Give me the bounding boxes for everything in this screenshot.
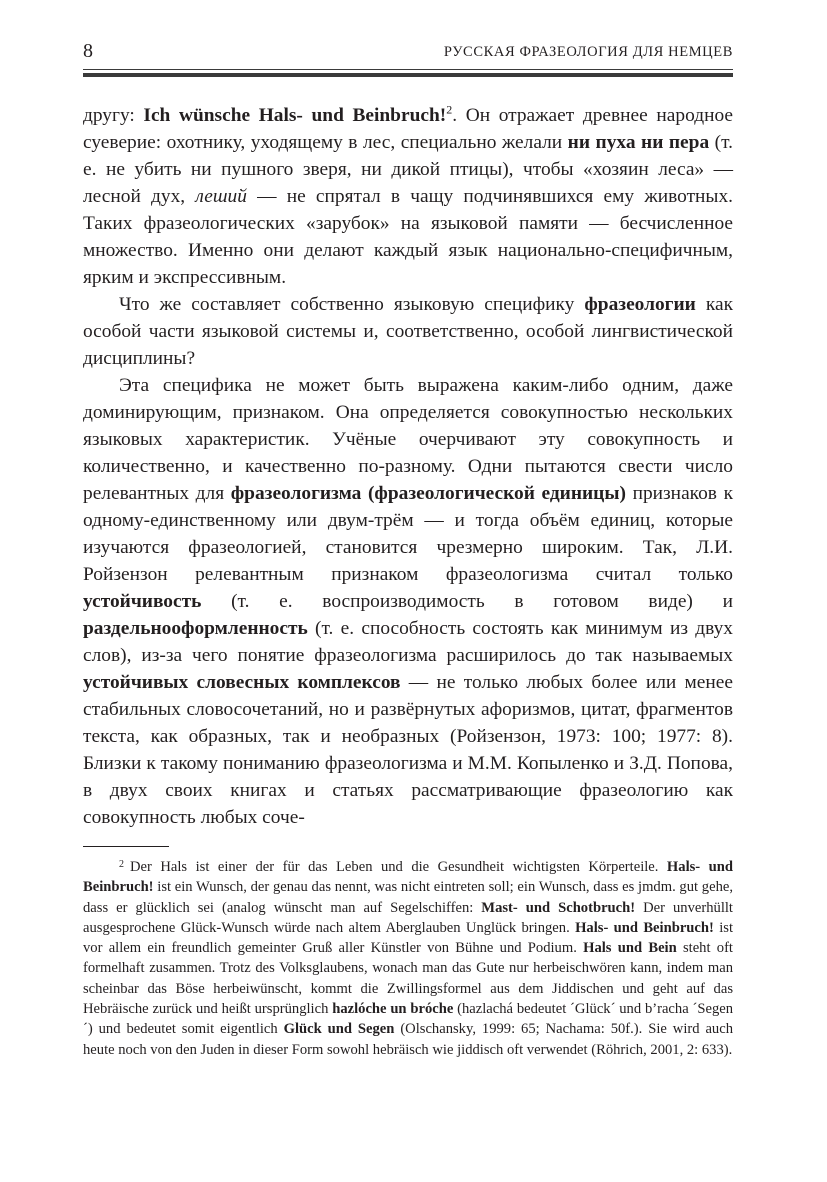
running-title: РУССКАЯ ФРАЗЕОЛОГИЯ ДЛЯ НЕМЦЕВ xyxy=(443,44,733,60)
bold-phrase: Hals- und Beinbruch! xyxy=(83,859,733,896)
paragraph-2: Что же составляет собственно языковую специфику фразеологии как особой части языковой системы и, соответственно, особой лингвистической дисциплины? xyxy=(83,294,733,369)
header-rule-thick xyxy=(83,73,733,77)
footnote-separator xyxy=(83,846,169,847)
bold-phrase: Hals- und Beinbruch! xyxy=(575,919,714,936)
main-text xyxy=(83,102,733,831)
page-number: 8 xyxy=(83,40,93,62)
footnote-text: $^2$ Der Hals ist einer der für das Leben und die Gesundheit wichtigsten Körperteile. Hals- und Beinbruch! ist ein Wunsch, der genau das nennt, was nicht eintreten soll; ein Wunsch, dass es jmdm. gut gehe, dass er glücklich sei (analog wünscht man auf Segelschiffen: Mast- und Schotbruch! Der unverhüllt ausgesprochene Glück-Wunsch würde nach altem Aberglauben Unglück bringen. Hals- und Beinbruch! ist vor allem ein freundlich gemeinter Gruß aller Künstler von Bühne und Podium. Hals und Bein steht oft formelhaft zusammen. Trotz des Volksglaubens, wonach man das Gute nur herbeischwören kann, indem man scheinbar das Böse herbeiwünscht, kommt die Zwillingsformel aus dem Jiddischen und geht auf das Hebräische zurück und heißt ursprünglich hazlóche un bróche (hazlachá bedeutet ´Glück´ und b’racha ´Segen´) und bedeutet somit eigentlich Glück und Segen (Olschansky, 1999: 65; Nachama: 50f.). Sie wird auch heute noch von den Juden in dieser Form sowohl hebräisch wie jiddisch oft verwendet (Röhrich, 2001, 2: 633). xyxy=(83,859,734,1058)
bold-phrase: Glück und Segen xyxy=(283,1021,395,1038)
bold-phrase: hazlóche un bróche xyxy=(332,1001,454,1018)
bold-phrase: Mast- und Schotbruch! xyxy=(481,899,636,916)
header-rule-thin xyxy=(83,69,733,70)
paragraph-3: Эта специфика не может быть выражена каким-либо одним, даже доминирующим, признаком. Она определяется совокупностью нескольких языковых характеристик. Учёные очерчивают эту совокупность и количественно, и качественно по-разному. Одни пытаются свести число релевантных для фразеологизма (фразеологической единицы) признаков к одному-единственному или двум-трём — и тогда объём единиц, которые изучаются фразеологией, становится чрезмерно широким. Так, Л.И. Ройзензон релевантным признаком фразеологизма считал только устойчивость (т. е. воспроизводимость в готовом виде) и раздельнооформленность (т. е. способность состоять как минимум из двух слов), из-за чего понятие фразеологизма расширилось до так называемых устойчивых словесных комплексов — не только любых более или менее стабильных словосочетаний, но и развёрнутых афоризмов, цитат, фрагментов текста, как образных, так и необразных (Ройзензон, 1973: 100; 1977: 8). Близки к такому пониманию фразеологизма и М.М. Копыленко и З.Д. Попова, в двух своих книгах и статьях рассматривающие фразеологию как совокупность любых соче- xyxy=(83,375,734,828)
bold-phrase: фразеологизма (фразеологической единицы) xyxy=(230,483,626,504)
bold-phrase: Hals und Bein xyxy=(583,940,677,957)
page-header xyxy=(83,36,733,66)
bold-phrase: устойчивых словесных комплексов xyxy=(83,672,401,693)
footnote-ref[interactable]: 2 xyxy=(446,102,453,117)
bold-phrase: фразеологии xyxy=(584,294,696,315)
footnote xyxy=(83,855,733,1060)
bold-phrase: раздельнооформленность xyxy=(83,618,308,639)
bold-phrase: Ich wünsche Hals- und Beinbruch! xyxy=(143,105,447,126)
bold-phrase: ни пуха ни пера xyxy=(567,132,710,153)
paragraph-1: другу: Ich wünsche Hals- und Beinbruch!$^2$. Он отражает древнее народное суеверие: охотнику, уходящему в лес, специально желали ни пуха ни пера (т. е. не убить ни пушного зверя, ни дикой птицы), чтобы «хозяин леса» — лесной дух, леший — не спрятал в чащу подчинявшихся ему животных. Таких фразеологических «зарубок» на языковой памяти — бесчисленное множество. Именно они делают каждый язык национально-специфичным, ярким и экспрессивным. xyxy=(83,102,733,288)
bold-phrase: устойчивость xyxy=(83,591,202,612)
footnote-mark: 2 xyxy=(119,859,124,870)
italic-word: леший xyxy=(195,186,247,207)
